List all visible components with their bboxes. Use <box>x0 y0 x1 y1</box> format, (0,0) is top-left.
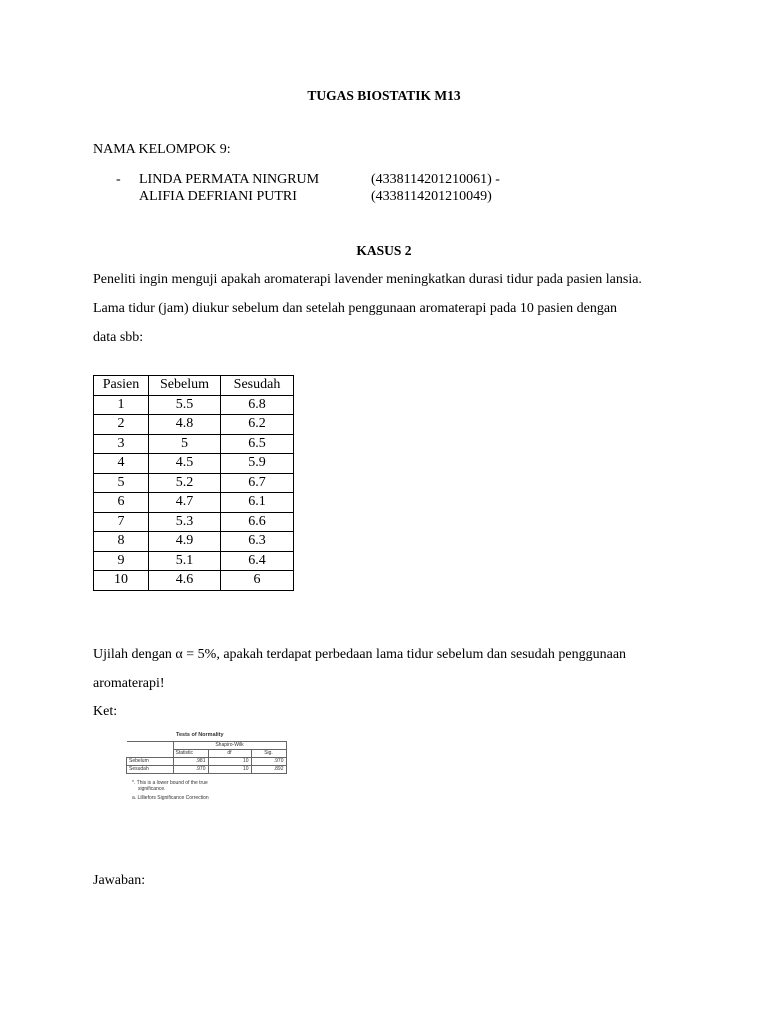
normality-row <box>127 758 287 766</box>
table-row <box>94 434 294 454</box>
table-row <box>94 473 294 493</box>
table-header-row <box>94 376 294 396</box>
data-table <box>93 375 294 591</box>
normality-row <box>127 766 287 774</box>
cell-sebelum: 4.9 <box>149 532 221 552</box>
normality-test-image <box>122 730 332 840</box>
member-1-name: LINDA PERMATA NINGRUM <box>139 172 320 187</box>
cell-pasien: 10 <box>94 571 149 591</box>
table-row <box>94 395 294 415</box>
cell-sebelum: 5 <box>149 434 221 454</box>
cell-sesudah: 6.5 <box>221 434 294 454</box>
ket-label: Ket: <box>93 704 118 719</box>
normality-row-label: Sesudah <box>127 766 174 774</box>
normality-corner <box>127 742 174 758</box>
table-row <box>94 571 294 591</box>
normality-note-1-line-2: significance. <box>138 786 166 792</box>
normality-df: 10 <box>208 758 251 766</box>
member-1-id: (4338114201210061) - <box>371 172 500 187</box>
cell-sebelum: 5.5 <box>149 395 221 415</box>
cell-sesudah: 6.1 <box>221 493 294 513</box>
header-pasien: Pasien <box>94 376 149 396</box>
cell-sebelum: 5.2 <box>149 473 221 493</box>
normality-group-header: Shapiro-Wilk <box>173 742 286 750</box>
normality-sig: .892 <box>251 766 286 774</box>
table-row <box>94 415 294 435</box>
cell-pasien: 5 <box>94 473 149 493</box>
normality-title: Tests of Normality <box>176 732 224 738</box>
table-row <box>94 512 294 532</box>
normality-col-df: df <box>208 750 251 758</box>
cell-pasien: 6 <box>94 493 149 513</box>
cell-sesudah: 6.2 <box>221 415 294 435</box>
cell-pasien: 3 <box>94 434 149 454</box>
cell-sebelum: 4.8 <box>149 415 221 435</box>
header-sesudah: Sesudah <box>221 376 294 396</box>
cell-sesudah: 6.3 <box>221 532 294 552</box>
header-sebelum: Sebelum <box>149 376 221 396</box>
table-row <box>94 551 294 571</box>
cell-sesudah: 6.6 <box>221 512 294 532</box>
paragraph-line-2: Lama tidur (jam) diukur sebelum dan setelah penggunaan aromaterapi pada 10 pasien dengan <box>93 301 618 316</box>
normality-table <box>126 741 287 774</box>
cell-sesudah: 5.9 <box>221 454 294 474</box>
cell-sesudah: 6 <box>221 571 294 591</box>
cell-pasien: 1 <box>94 395 149 415</box>
paragraph-line-1: Peneliti ingin menguji apakah aromaterapi lavender meningkatkan durasi tidur pada pasien lansia. <box>93 272 642 287</box>
table-row <box>94 454 294 474</box>
normality-stat: .981 <box>173 758 208 766</box>
normality-df: 10 <box>208 766 251 774</box>
normality-sig: .970 <box>251 758 286 766</box>
document-title: TUGAS BIOSTATIK M13 <box>307 88 461 103</box>
member-2-id: (4338114201210049) <box>371 189 492 204</box>
cell-sebelum: 5.3 <box>149 512 221 532</box>
group-label: NAMA KELOMPOK 9: <box>93 142 231 157</box>
cell-sebelum: 5.1 <box>149 551 221 571</box>
cell-sebelum: 4.7 <box>149 493 221 513</box>
answer-label: Jawaban: <box>93 873 146 888</box>
cell-sesudah: 6.8 <box>221 395 294 415</box>
question-line-2: aromaterapi! <box>93 676 165 691</box>
table-row <box>94 532 294 552</box>
normality-col-sig: Sig. <box>251 750 286 758</box>
cell-pasien: 8 <box>94 532 149 552</box>
cell-sebelum: 4.5 <box>149 454 221 474</box>
cell-pasien: 7 <box>94 512 149 532</box>
cell-pasien: 4 <box>94 454 149 474</box>
normality-note-1-line-1: *. This is a lower bound of the true <box>132 780 208 786</box>
paragraph-line-3: data sbb: <box>93 330 144 345</box>
normality-row-label: Sebelum <box>127 758 174 766</box>
case-title: KASUS 2 <box>356 243 412 258</box>
member-1-dash: - <box>116 172 121 187</box>
cell-sebelum: 4.6 <box>149 571 221 591</box>
cell-sesudah: 6.7 <box>221 473 294 493</box>
normality-note-1 <box>132 780 208 792</box>
normality-col-statistic: Statistic <box>173 750 208 758</box>
cell-pasien: 2 <box>94 415 149 435</box>
normality-note-2: a. Lilliefors Significance Correction <box>132 795 209 801</box>
cell-pasien: 9 <box>94 551 149 571</box>
member-2-name: ALIFIA DEFRIANI PUTRI <box>139 189 297 204</box>
normality-stat: .970 <box>173 766 208 774</box>
cell-sesudah: 6.4 <box>221 551 294 571</box>
table-row <box>94 493 294 513</box>
question-line-1: Ujilah dengan α = 5%, apakah terdapat perbedaan lama tidur sebelum dan sesudah penggunaan <box>93 647 627 662</box>
